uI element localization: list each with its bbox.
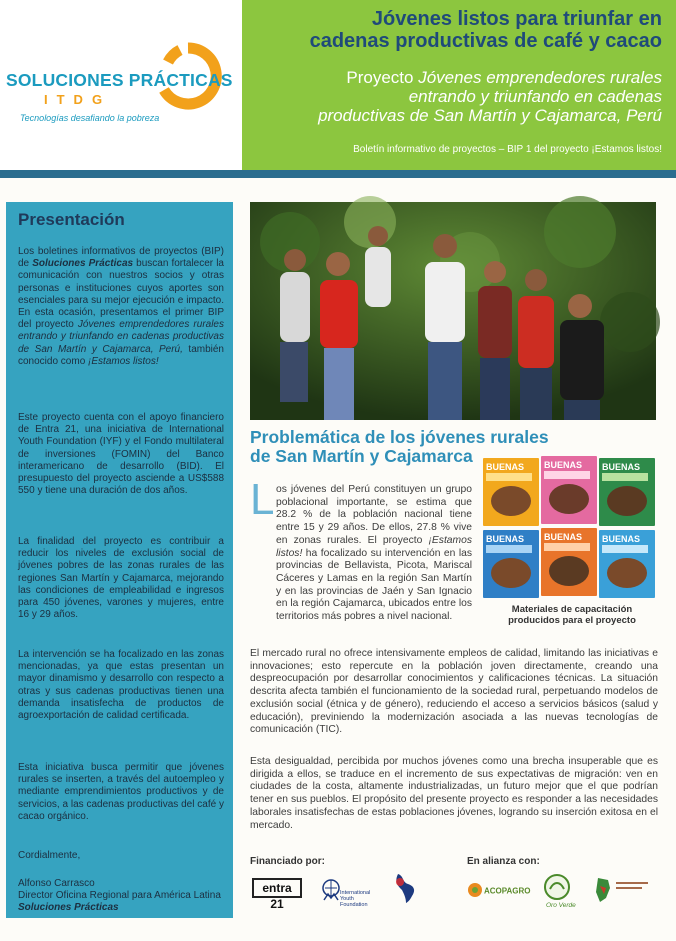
article-title: Problemática de los jóvenes rurales de San Martín y Cajamarca: [250, 427, 549, 466]
book-art: [491, 486, 531, 516]
book-title: BUENAS: [544, 532, 583, 542]
sidebar-paragraph-1: [18, 246, 224, 368]
book-art: [607, 486, 647, 516]
drop-cap: L: [250, 475, 275, 524]
book-subtitle-bar: [544, 471, 590, 479]
p1-italic-2: ¡Estamos listos!: [88, 355, 159, 367]
project-line-1: [242, 68, 662, 87]
caption-line-2: producidos para el proyecto: [508, 615, 636, 626]
acopagro-text: ACOPAGRO: [484, 886, 531, 896]
book-subtitle-bar: [544, 543, 590, 551]
iyf-text: International Youth Foundation: [340, 890, 371, 908]
header: [0, 0, 676, 178]
sidebar-paragraph-2: Este proyecto cuenta con el apoyo financiero de Entra 21, una iniciativa de International Youth Foundation (IYF) y el Fondo multilateral de inversiones (FOMIN) del Banco interamericano de desarrollo (BID). El presupuesto del proyecto asciende a US$588 550 y tiene una duración de dos años.: [18, 412, 224, 497]
article-p1-text-a: os jóvenes del Perú constituyen un grupo poblacional importante, se estima que 28.2 % de la población nacional tiene entre 15 y 29 años. De ellos, 27.8 % vive en zonas rurales. El proyecto: [276, 484, 472, 546]
book-title: BUENAS: [602, 534, 641, 544]
title-line-1: Jóvenes listos para triunfar en: [371, 8, 662, 30]
p1-brand: Soluciones Prácticas: [32, 258, 134, 270]
title-line-2: cadenas productivas de café y cacao: [309, 30, 662, 52]
oroverde-logo-icon: [540, 873, 574, 909]
book-art: [491, 558, 531, 588]
project-title: [242, 68, 662, 125]
page-title: [242, 8, 662, 52]
book-cover: [599, 458, 655, 526]
sidebar-title: Presentación: [18, 210, 125, 229]
book-art: [549, 484, 589, 514]
book-subtitle-bar: [602, 473, 648, 481]
municipality-logo-icon: [592, 874, 652, 906]
article-paragraph-3: Esta desigualdad, percibida por muchos jóvenes como una brecha insuperable que es dirigida a ellos, se traduce en el incremento de sus expectativas de migración: ven en ciudades de la costa, altamente industrializadas, un futuro mejor que el que podrían tener en sus pueblos. El propósito del presente proyecto es responder a las necesidades laborales insatisfechas de estas poblaciones jóvenes, logrando su inserción exitosa en el mercado.: [250, 756, 658, 831]
mif-map-logo-icon: [392, 872, 420, 904]
logo-title: SOLUCIONES PRÁCTICAS: [6, 70, 233, 90]
book-cover: [541, 456, 597, 524]
book-subtitle-bar: [602, 545, 648, 553]
materials-caption: [492, 604, 652, 626]
book-cover: [483, 530, 539, 598]
project-line-2: entrando y triunfando en cadenas: [408, 87, 662, 106]
sidebar-paragraph-3: La finalidad del proyecto es contribuir a reducir los niveles de exclusión social de jóvenes pobres de las zonas rurales de las regiones San Martín y Cajamarca, mejorando las condiciones de empleabilidad e ingresos para 450 jóvenes, varones y mujeres, entre 16 y 29 años.: [18, 536, 224, 621]
book-cover: [483, 458, 539, 526]
book-art: [549, 556, 589, 586]
signature-org: Soluciones Prácticas: [18, 902, 119, 914]
book-cover: [541, 528, 597, 596]
logo-tagline: Tecnologías desafiando la pobreza: [20, 113, 160, 123]
project-line-3: productivas de San Martín y Cajamarca, Perú: [318, 106, 662, 125]
presentation-sidebar: [6, 202, 233, 918]
book-title: BUENAS: [544, 460, 583, 470]
acopagro-logo-icon: [467, 878, 531, 902]
p1-italic: Jóvenes emprendedores rurales entrando y triunfando en cadenas productivas de San Martín y Cajamarca, Perú,: [18, 319, 224, 355]
p1-text-c: también conocido como: [18, 343, 224, 367]
article-p1-text-b: ha focalizado su intervención en las provincias de Bellavista, Picota, Mariscal Cáceres y Lamas en la región San Martín y en las provincias de Jaén y San Ignacio en la región Cajamarca, ubicados entre los territorios más pobres a nivel nacional.: [276, 547, 472, 623]
training-materials-image: [483, 456, 659, 602]
article-paragraph-2: El mercado rural no ofrece intensivamente empleos de calidad, limitando las iniciativas e innovaciones; esto repercute en la población joven directamente, creando una despreocupación por desarrollar conocimientos y calificaciones técnicas. La situación descrita afecta también el funcionamiento de la sociedad rural, perpetuando modelos de exclusión social (étnica y de género), reduciendo el acceso a servicios básicos (salud y educación), previniendo la modernización asociada a las nuevas tecnologías de comunicación (TIC).: [250, 648, 658, 736]
signature-name: Alfonso Carrasco: [18, 878, 95, 889]
logo-area: [0, 0, 242, 170]
funded-by-label: Financiado por:: [250, 856, 325, 867]
logo-subtitle: ITDG: [44, 92, 112, 107]
article-paragraph-1a: [276, 484, 472, 624]
p1-text-a: Los boletines informativos de proyectos (BIP) de: [18, 246, 224, 270]
oroverde-text: Oro Verde: [546, 902, 576, 909]
bulletin-label: Boletín informativo de proyectos – BIP 1 del proyecto ¡Estamos listos!: [353, 144, 662, 155]
sidebar-closing: Cordialmente,: [18, 850, 81, 861]
signature: [18, 878, 224, 915]
sidebar-paragraph-4: La intervención se ha focalizado en las zonas mencionadas, ya que estas presentan un mayor dinamismo y desarrollo con respecto a otras y sus cadenas productivas tienen una demanda insatisfecha de productos de agroexportación de calidad certificada.: [18, 649, 224, 722]
book-title: BUENAS: [486, 534, 525, 544]
book-cover: [599, 530, 655, 598]
p1-text-b: buscan fortalecer la comunicación con nuestros socios y otras personas e instituciones cuyos aportes son esenciales para su mejor ejecución e impacto. En esta ocasión, presentamos el primer BIP del proyecto: [18, 258, 224, 331]
alliance-label: En alianza con:: [467, 856, 540, 867]
book-subtitle-bar: [486, 473, 532, 481]
project-italic-1: Jóvenes emprendedores rurales: [418, 68, 662, 87]
header-stripe: [0, 170, 676, 178]
book-title: BUENAS: [486, 462, 525, 472]
youth-group-photo: [250, 202, 656, 420]
article-p1-italic: ¡Estamos listos!: [276, 534, 472, 559]
caption-line-1: Materiales de capacitación: [511, 604, 633, 615]
book-title: BUENAS: [602, 462, 641, 472]
book-subtitle-bar: [486, 545, 532, 553]
book-art: [607, 558, 647, 588]
sidebar-paragraph-5: Esta iniciativa busca permitir que jóvenes rurales se inserten, a través del autoempleo y mediante emprendimientos productivos y de servicios, a las cadenas productivas del café y cacao orgánico.: [18, 762, 224, 822]
entra21-logo: entra 21: [252, 878, 302, 898]
project-prefix: Proyecto: [346, 68, 419, 87]
signature-role: Director Oficina Regional para América Latina: [18, 890, 221, 902]
